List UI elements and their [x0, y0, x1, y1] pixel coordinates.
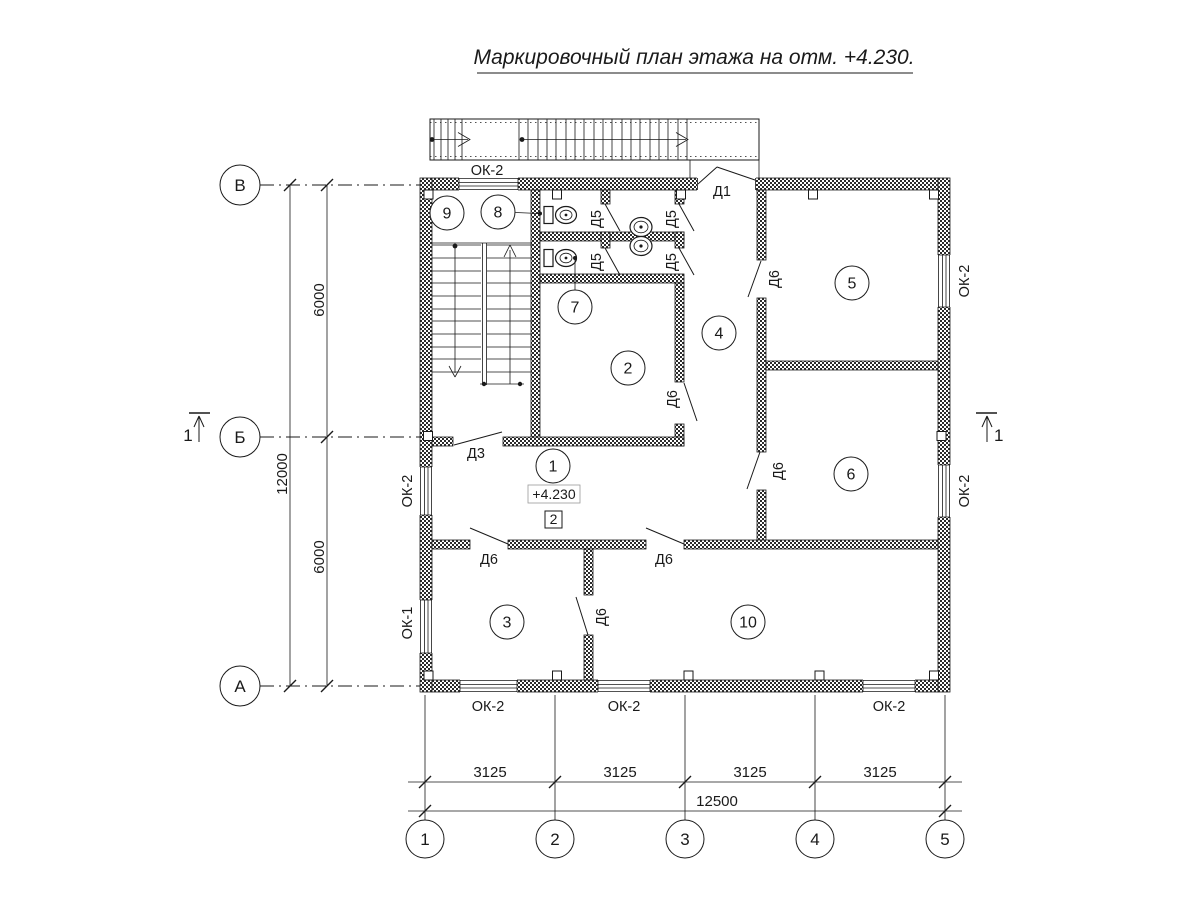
- label-d6-room3-10: Д6: [594, 608, 610, 626]
- label-ok2-bottom-2: ОК-2: [607, 699, 641, 715]
- label-d6-corridor5: Д6: [767, 270, 783, 288]
- label-d1: Д1: [713, 184, 731, 200]
- elevation-mark: [528, 485, 580, 528]
- window-ok1-left: [419, 600, 433, 653]
- room-1: 1: [548, 458, 558, 476]
- dim-3125-4: 3125: [863, 764, 897, 781]
- row-axes: [220, 165, 420, 706]
- label-d5-1: Д5: [589, 210, 605, 228]
- label-d5-4: Д5: [664, 253, 680, 271]
- room-8: 8: [493, 204, 503, 222]
- sink-icon-2: [630, 237, 652, 256]
- page-title: Маркировочный план этажа на отм. +4.230.: [473, 46, 915, 69]
- dim-3125-3: 3125: [733, 764, 767, 781]
- label-d6-room3: Д6: [480, 552, 498, 568]
- window-ok2-bottom-3: [863, 679, 915, 693]
- dim-12000: 12000: [274, 453, 291, 495]
- toilet-icon-1: [544, 207, 577, 224]
- axis-row-v: В: [234, 176, 246, 195]
- axis-row-b: Б: [234, 428, 246, 447]
- label-d6-room10: Д6: [655, 552, 673, 568]
- dim-6000-upper: 6000: [311, 283, 328, 317]
- title-block: [473, 46, 914, 73]
- room-4: 4: [714, 325, 724, 343]
- label-ok1-left: ОК-1: [400, 606, 416, 640]
- label-d3: Д3: [467, 446, 485, 462]
- label-ok2-right-lower: ОК-2: [957, 474, 973, 508]
- window-labels: [400, 163, 973, 715]
- axis-col-1: 1: [420, 830, 430, 849]
- room-numbers: [430, 195, 869, 639]
- left-dimensions: [274, 179, 333, 692]
- dim-6000-lower: 6000: [311, 540, 328, 574]
- window-ok2-bottom-1: [460, 679, 517, 693]
- window-ok2-bottom-2: [598, 679, 650, 693]
- label-ok2-bottom-3: ОК-2: [872, 699, 906, 715]
- label-ok2-bottom-1: ОК-2: [471, 699, 505, 715]
- room-3: 3: [502, 614, 512, 632]
- toilet-icon-2: [544, 250, 577, 267]
- label-d6-room6: Д6: [771, 462, 787, 480]
- interior-stair: [432, 243, 532, 386]
- section-mark-right: 1: [994, 426, 1004, 445]
- axis-col-4: 4: [810, 830, 820, 849]
- room-7: 7: [570, 299, 580, 317]
- dim-12500: 12500: [696, 793, 738, 810]
- window-ok2-left: [419, 467, 433, 515]
- window-ok2-right-upper: [937, 255, 951, 307]
- room-6: 6: [846, 466, 856, 484]
- axis-col-5: 5: [940, 830, 950, 849]
- window-ok2-top: [459, 177, 518, 191]
- door-leaves: [454, 204, 761, 635]
- bottom-dimensions: [406, 695, 964, 858]
- dim-3125-1: 3125: [473, 764, 507, 781]
- label-d5-3: Д5: [589, 253, 605, 271]
- label-ok2-top: ОК-2: [470, 163, 504, 179]
- axis-row-a: А: [234, 677, 246, 696]
- section-mark-left: 1: [183, 426, 193, 445]
- label-d6-room2: Д6: [665, 390, 681, 408]
- label-ok2-right-upper: ОК-2: [957, 264, 973, 298]
- room-10: 10: [739, 614, 757, 632]
- axis-col-3: 3: [680, 830, 690, 849]
- door-labels: [467, 184, 787, 626]
- axis-col-2: 2: [550, 830, 560, 849]
- label-ok2-left: ОК-2: [400, 474, 416, 508]
- label-d5-2: Д5: [664, 210, 680, 228]
- floor-type-value: 2: [549, 511, 558, 527]
- dim-3125-2: 3125: [603, 764, 637, 781]
- elevation-value: +4.230: [532, 486, 576, 502]
- sink-icon-1: [630, 218, 652, 237]
- room-2: 2: [623, 360, 633, 378]
- room-5: 5: [847, 275, 857, 293]
- window-ok2-right-lower: [937, 465, 951, 517]
- room-9: 9: [442, 205, 452, 223]
